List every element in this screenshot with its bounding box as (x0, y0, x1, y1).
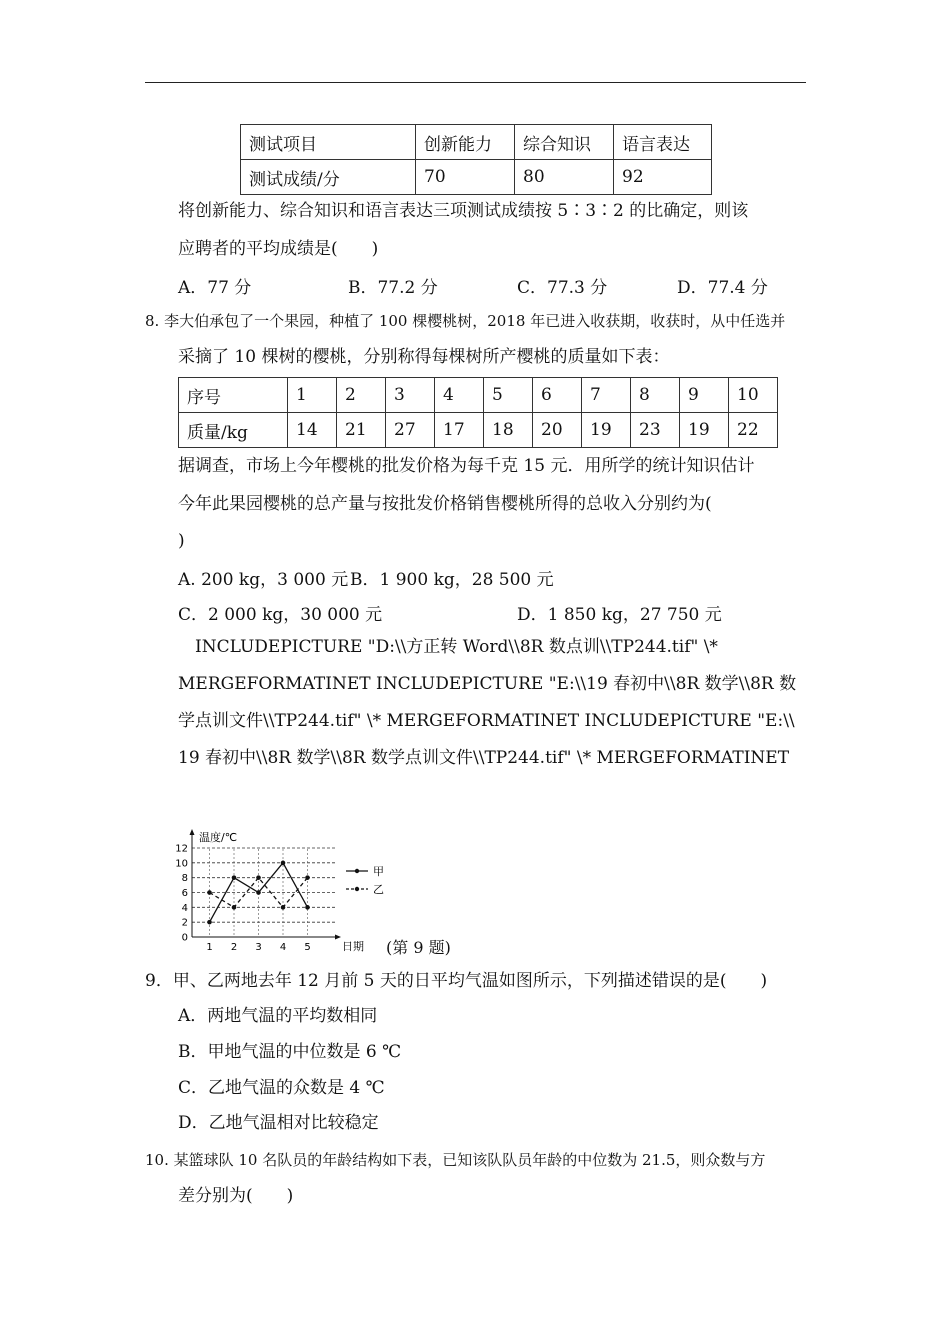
temperature-line-chart (170, 826, 410, 956)
data-point-甲 (305, 905, 310, 910)
data-point-甲 (256, 890, 261, 895)
data-point-乙 (207, 890, 212, 895)
table-cell: 18 (484, 413, 533, 448)
q7-stem-line2: 应聘者的平均成绩是( ) (178, 239, 379, 259)
table-cell: 1 (288, 378, 337, 413)
table-cell: 21 (337, 413, 386, 448)
y-tick-label: 12 (175, 843, 188, 855)
q8-option-c: C．2 000 kg，30 000 元 (178, 605, 383, 625)
table-cell: 测试成绩/分 (241, 160, 416, 195)
data-point-乙 (305, 875, 310, 880)
chart-grid (192, 848, 335, 935)
table-cell: 19 (680, 413, 729, 448)
table-row (241, 125, 712, 160)
table-cell: 3 (386, 378, 435, 413)
legend-label: 甲 (373, 865, 384, 878)
q8-stem-line2: 采摘了 10 棵树的樱桃，分别称得每棵树所产樱桃的质量如下表： (178, 347, 670, 367)
y-tick-labels (175, 844, 188, 944)
y-axis-label: 温度/℃ (199, 831, 238, 844)
q9-option-c: C．乙地气温的众数是 4 ℃ (178, 1078, 385, 1098)
q9-option-b: B．甲地气温的中位数是 6 ℃ (178, 1042, 402, 1062)
table-cell: 10 (729, 378, 778, 413)
table-cell: 27 (386, 413, 435, 448)
q9-option-d: D．乙地气温相对比较稳定 (178, 1113, 379, 1133)
y-tick-label: 8 (181, 873, 188, 885)
q7-option-a: A．77 分 (178, 278, 252, 298)
legend-label: 乙 (373, 883, 384, 896)
x-tick-label: 4 (279, 942, 287, 953)
table-cell: 序号 (179, 378, 288, 413)
table-cell: 22 (729, 413, 778, 448)
table-cell: 测试项目 (241, 125, 416, 160)
legend-marker (355, 887, 359, 891)
figure-caption: (第 9 题) (386, 938, 451, 957)
q8-text-line1: 据调查，市场上今年樱桃的批发价格为每千克 15 元．用所学的统计知识估计 (178, 456, 755, 476)
y-tick-label: 0 (181, 932, 188, 944)
y-tick-label: 4 (181, 902, 188, 914)
q8-stem-line1: 8. 李大伯承包了一个果园，种植了 100 棵樱桃树，2018 年已进入收获期，收获时，从中任选并 (145, 312, 786, 330)
table-cell: 20 (533, 413, 582, 448)
field-code-line3: 学点训文件\\TP244.tif" \* MERGEFORMATINET INCLUDEPICTURE "E:\\ (178, 711, 795, 731)
x-tick-labels (206, 942, 310, 953)
q9-option-a: A．两地气温的平均数相同 (178, 1006, 378, 1026)
data-point-乙 (281, 905, 286, 910)
table-row (179, 413, 778, 448)
table-cell: 2 (337, 378, 386, 413)
q8-option-d: D．1 850 kg，27 750 元 (517, 605, 722, 625)
field-code-line1: INCLUDEPICTURE "D:\\方正转 Word\\8R 数点训\\TP244.tif" \* (195, 637, 718, 657)
field-code-line2: MERGEFORMATINET INCLUDEPICTURE "E:\\19 春初中\\8R 数学\\8R 数 (178, 674, 797, 694)
table-cell: 综合知识 (515, 125, 614, 160)
table-cell: 7 (582, 378, 631, 413)
table-cell: 8 (631, 378, 680, 413)
table-cell: 17 (435, 413, 484, 448)
table-cell: 70 (416, 160, 515, 195)
q8-option-a: A. 200 kg，3 000 元 (178, 570, 349, 590)
table-cell: 创新能力 (416, 125, 515, 160)
x-tick-label: 1 (206, 942, 213, 953)
data-point-甲 (207, 920, 212, 925)
x-tick-label: 3 (255, 942, 262, 953)
table-row (241, 160, 712, 195)
table-cell: 92 (614, 160, 712, 195)
table-cell: 质量/kg (179, 413, 288, 448)
q10-stem-line1: 10. 某篮球队 10 名队员的年龄结构如下表，已知该队队员年龄的中位数为 21.5，则众数与方 (145, 1151, 766, 1169)
q8-text-line2: 今年此果园樱桃的总产量与按批发价格销售樱桃所得的总收入分别约为( (178, 494, 712, 514)
x-tick-label: 2 (230, 942, 238, 953)
q7-score-table (240, 124, 712, 195)
data-point-甲 (232, 875, 237, 880)
table-cell: 23 (631, 413, 680, 448)
table-cell: 6 (533, 378, 582, 413)
y-tick-label: 6 (181, 888, 188, 899)
q7-option-d: D．77.4 分 (677, 278, 768, 298)
q7-option-b: B．77.2 分 (348, 278, 438, 298)
table-cell: 80 (515, 160, 614, 195)
table-cell: 4 (435, 378, 484, 413)
q8-option-b: B．1 900 kg，28 500 元 (350, 570, 554, 590)
y-tick-label: 2 (181, 917, 188, 929)
table-cell: 19 (582, 413, 631, 448)
q7-option-c: C．77.3 分 (517, 278, 608, 298)
q9-stem: 9．甲、乙两地去年 12 月前 5 天的日平均气温如图所示，下列描述错误的是( ) (145, 971, 768, 991)
data-point-甲 (281, 861, 286, 866)
header-rule (145, 82, 806, 83)
table-cell: 5 (484, 378, 533, 413)
q7-stem-line1: 将创新能力、综合知识和语言表达三项测试成绩按 5∶3∶2 的比确定，则该 (178, 201, 749, 221)
table-row (179, 378, 778, 413)
x-axis-label: 日期 (342, 940, 364, 953)
table-cell: 14 (288, 413, 337, 448)
table-cell: 语言表达 (614, 125, 712, 160)
chart-legend (346, 865, 384, 896)
q10-stem-line2: 差分别为( ) (178, 1186, 294, 1206)
data-point-乙 (232, 905, 237, 910)
table-cell: 9 (680, 378, 729, 413)
x-tick-label: 5 (304, 942, 311, 953)
data-point-乙 (256, 875, 261, 880)
q8-cherry-table (178, 377, 778, 448)
y-tick-label: 10 (175, 858, 188, 870)
legend-marker (355, 869, 359, 873)
field-code-line4: 19 春初中\\8R 数学\\8R 数学点训文件\\TP244.tif" \* MERGEFORMATINET (178, 748, 790, 768)
x-axis-arrow (335, 935, 341, 940)
q8-text-line3: ) (178, 531, 185, 551)
y-axis-arrow (190, 829, 195, 835)
